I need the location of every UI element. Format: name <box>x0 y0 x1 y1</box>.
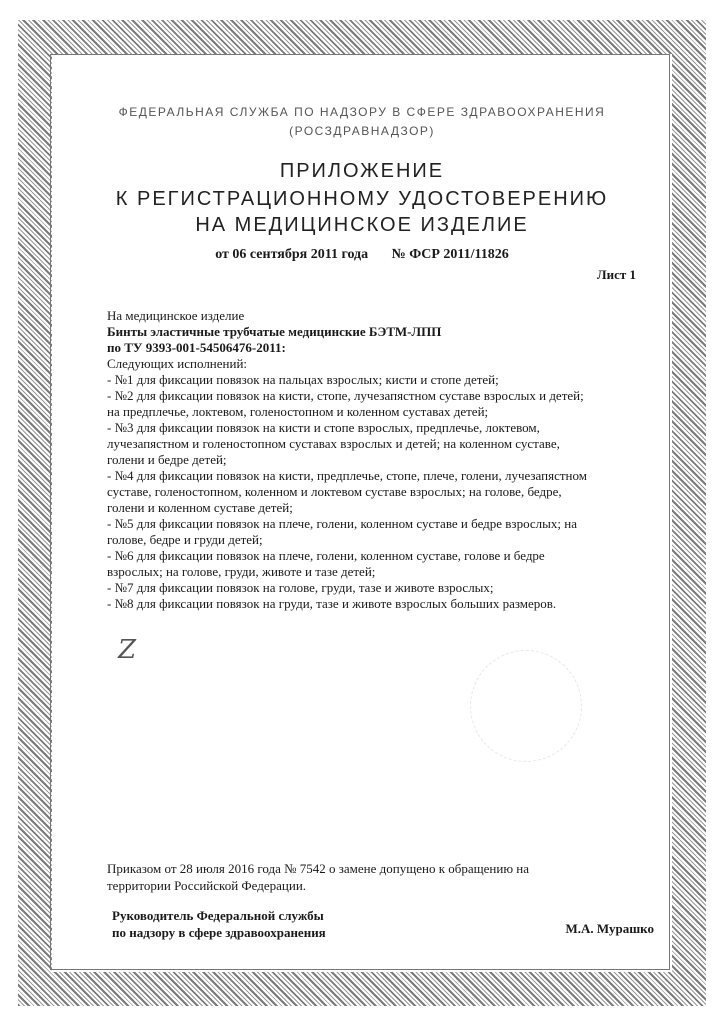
variant-line: - №7 для фиксации повязок на голове, груди, тазе и животе взрослых; <box>107 580 494 595</box>
product-spec: по ТУ 9393-001-54506476-2011: <box>107 340 286 355</box>
order-line1: Приказом от 28 июля 2016 года № 7542 о замене допущено к обращению на <box>107 861 530 876</box>
registration-dateline <box>60 247 664 263</box>
variant-line: - №3 для фиксации повязок на кисти и стопе взрослых, предплечье, локтевом, <box>107 420 540 435</box>
document-body <box>107 308 642 612</box>
signer-role-line1: Руководитель Федеральной службы <box>112 908 324 923</box>
doc-title-line3: НА МЕДИЦИНСКОЕ ИЗДЕЛИЕ <box>195 214 529 236</box>
variants-heading: Следующих исполнений: <box>107 356 248 371</box>
body-intro: На медицинское изделие <box>107 308 245 323</box>
variant-line: - №2 для фиксации повязок на кисти, стопе, лучезапястном суставе взрослых и детей; <box>107 388 584 403</box>
variant-line: на предплечье, локтевом, голеностопном и коленном суставах детей; <box>107 404 489 419</box>
variant-line: - №8 для фиксации повязок на груди, тазе и животе взрослых больших размеров. <box>107 596 557 611</box>
product-name: Бинты эластичные трубчатые медицинские БЭТМ-ЛПП <box>107 324 442 339</box>
agency-name: ФЕДЕРАЛЬНАЯ СЛУЖБА ПО НАДЗОРУ В СФЕРЕ ЗДРАВООХРАНЕНИЯ <box>118 105 606 119</box>
variant-line: - №5 для фиксации повязок на плече, голени, коленном суставе и бедре взрослых; на <box>107 516 577 531</box>
handwritten-mark: Z <box>118 635 137 665</box>
registration-number: № ФСР 2011/11826 <box>391 247 509 262</box>
registration-date: от 06 сентября 2011 года <box>215 247 369 262</box>
variant-line: - №4 для фиксации повязок на кисти, предплечье, стопе, плече, голени, лучезапястном <box>107 468 587 483</box>
variant-line: голени и коленном суставе детей; <box>107 500 293 515</box>
variant-line: голени и бедре детей; <box>107 452 227 467</box>
variant-line: голове, бедре и груди детей; <box>107 532 263 547</box>
variant-line: - №1 для фиксации повязок на пальцах взрослых; кисти и стопе детей; <box>107 372 499 387</box>
signer-role <box>112 907 326 941</box>
signer-role-line2: по надзору в сфере здравоохранения <box>112 925 326 940</box>
faint-stamp <box>470 650 582 762</box>
order-line2: территории Российской Федерации. <box>107 878 307 893</box>
doc-title-line2: К РЕГИСТРАЦИОННОМУ УДОСТОВЕРЕНИЮ <box>115 188 609 210</box>
variant-line: - №6 для фиксации повязок на плече, голени, коленном суставе, голове и бедре <box>107 548 545 563</box>
doc-title-line1: ПРИЛОЖЕНИЕ <box>279 160 445 182</box>
variant-line: лучезапястном и голеностопном суставах взрослых и детей; на коленном суставе, <box>107 436 560 451</box>
sheet-number: Лист 1 <box>596 267 636 282</box>
order-note <box>107 860 627 894</box>
variant-line: суставе, голеностопном, коленном и локтевом суставе взрослых; на голове, бедре, <box>107 484 562 499</box>
signer-name: М.А. Мурашко <box>565 921 654 936</box>
variant-line: взрослых; на голове, груди, животе и тазе детей; <box>107 564 376 579</box>
agency-abbr: (РОСЗДРАВНАДЗОР) <box>289 124 435 138</box>
